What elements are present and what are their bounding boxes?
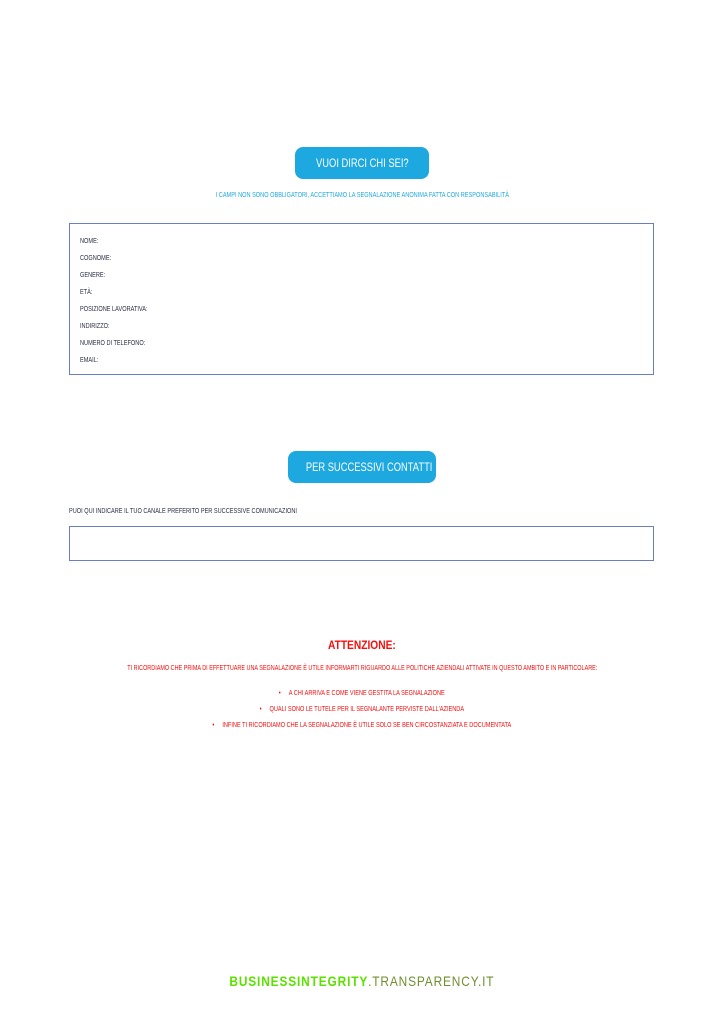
warning-intro: TI RICORDIAMO CHE PRIMA DI EFFETTUARE UNA SEGNALAZIONE È UTILE INFORMARTI RIGUARDO ALLE POLITICHE AZIENDALI ATTIVATE IN QUESTO AMBITO E IN PARTICOLARE: bbox=[126, 665, 598, 672]
identity-form-box bbox=[69, 223, 654, 375]
footer-brand: BUSINESSINTEGRITY bbox=[229, 973, 369, 989]
bullet-icon: • bbox=[278, 690, 281, 697]
contacts-button-label: PER SUCCESSIVI CONTATTI bbox=[305, 460, 433, 474]
identity-section-button[interactable] bbox=[295, 147, 429, 179]
footer-domain: .TRANSPARENCY.IT bbox=[368, 973, 495, 989]
field-cognome[interactable]: COGNOME: bbox=[80, 255, 112, 262]
contacts-section-button[interactable] bbox=[288, 451, 436, 483]
field-email[interactable]: EMAIL: bbox=[80, 357, 99, 364]
field-eta[interactable]: ETÀ: bbox=[80, 289, 93, 296]
field-genere[interactable]: GENERE: bbox=[80, 272, 106, 279]
field-nome[interactable]: NOME: bbox=[80, 238, 99, 245]
warning-title: ATTENZIONE: bbox=[328, 638, 396, 652]
bullet-icon: • bbox=[212, 722, 215, 729]
bullet-icon: • bbox=[259, 706, 262, 713]
warning-item: • A CHI ARRIVA E COME VIENE GESTITA LA SEGNALAZIONE bbox=[0, 686, 724, 702]
contacts-note: PUOI QUI INDICARE IL TUO CANALE PREFERITO PER SUCCESSIVE COMUNICAZIONI bbox=[69, 508, 297, 515]
identity-field-list bbox=[80, 236, 164, 372]
identity-button-label: VUOI DIRCI CHI SEI? bbox=[315, 156, 409, 170]
warning-list bbox=[0, 686, 724, 734]
warning-item: • INFINE TI RICORDIAMO CHE LA SEGNALAZIONE È UTILE SOLO SE BEN CIRCOSTANZIATA E DOCUMENTATA bbox=[0, 718, 724, 734]
warning-item: • QUALI SONO LE TUTELE PER IL SEGNALANTE PERVISTE DALL'AZIENDA bbox=[0, 702, 724, 718]
preferred-channel-field[interactable] bbox=[69, 526, 654, 561]
field-numero-di-telefono[interactable]: NUMERO DI TELEFONO: bbox=[80, 340, 146, 347]
footer-website[interactable] bbox=[0, 973, 724, 989]
identity-note: I CAMPI NON SONO OBBLIGATORI, ACCETTIAMO LA SEGNALAZIONE ANONIMA FATTA CON RESPONSABILITÀ bbox=[215, 192, 509, 199]
field-posizione-lavorativa[interactable]: POSIZIONE LAVORATIVA: bbox=[80, 306, 148, 313]
field-indirizzo[interactable]: INDIRIZZO: bbox=[80, 323, 110, 330]
